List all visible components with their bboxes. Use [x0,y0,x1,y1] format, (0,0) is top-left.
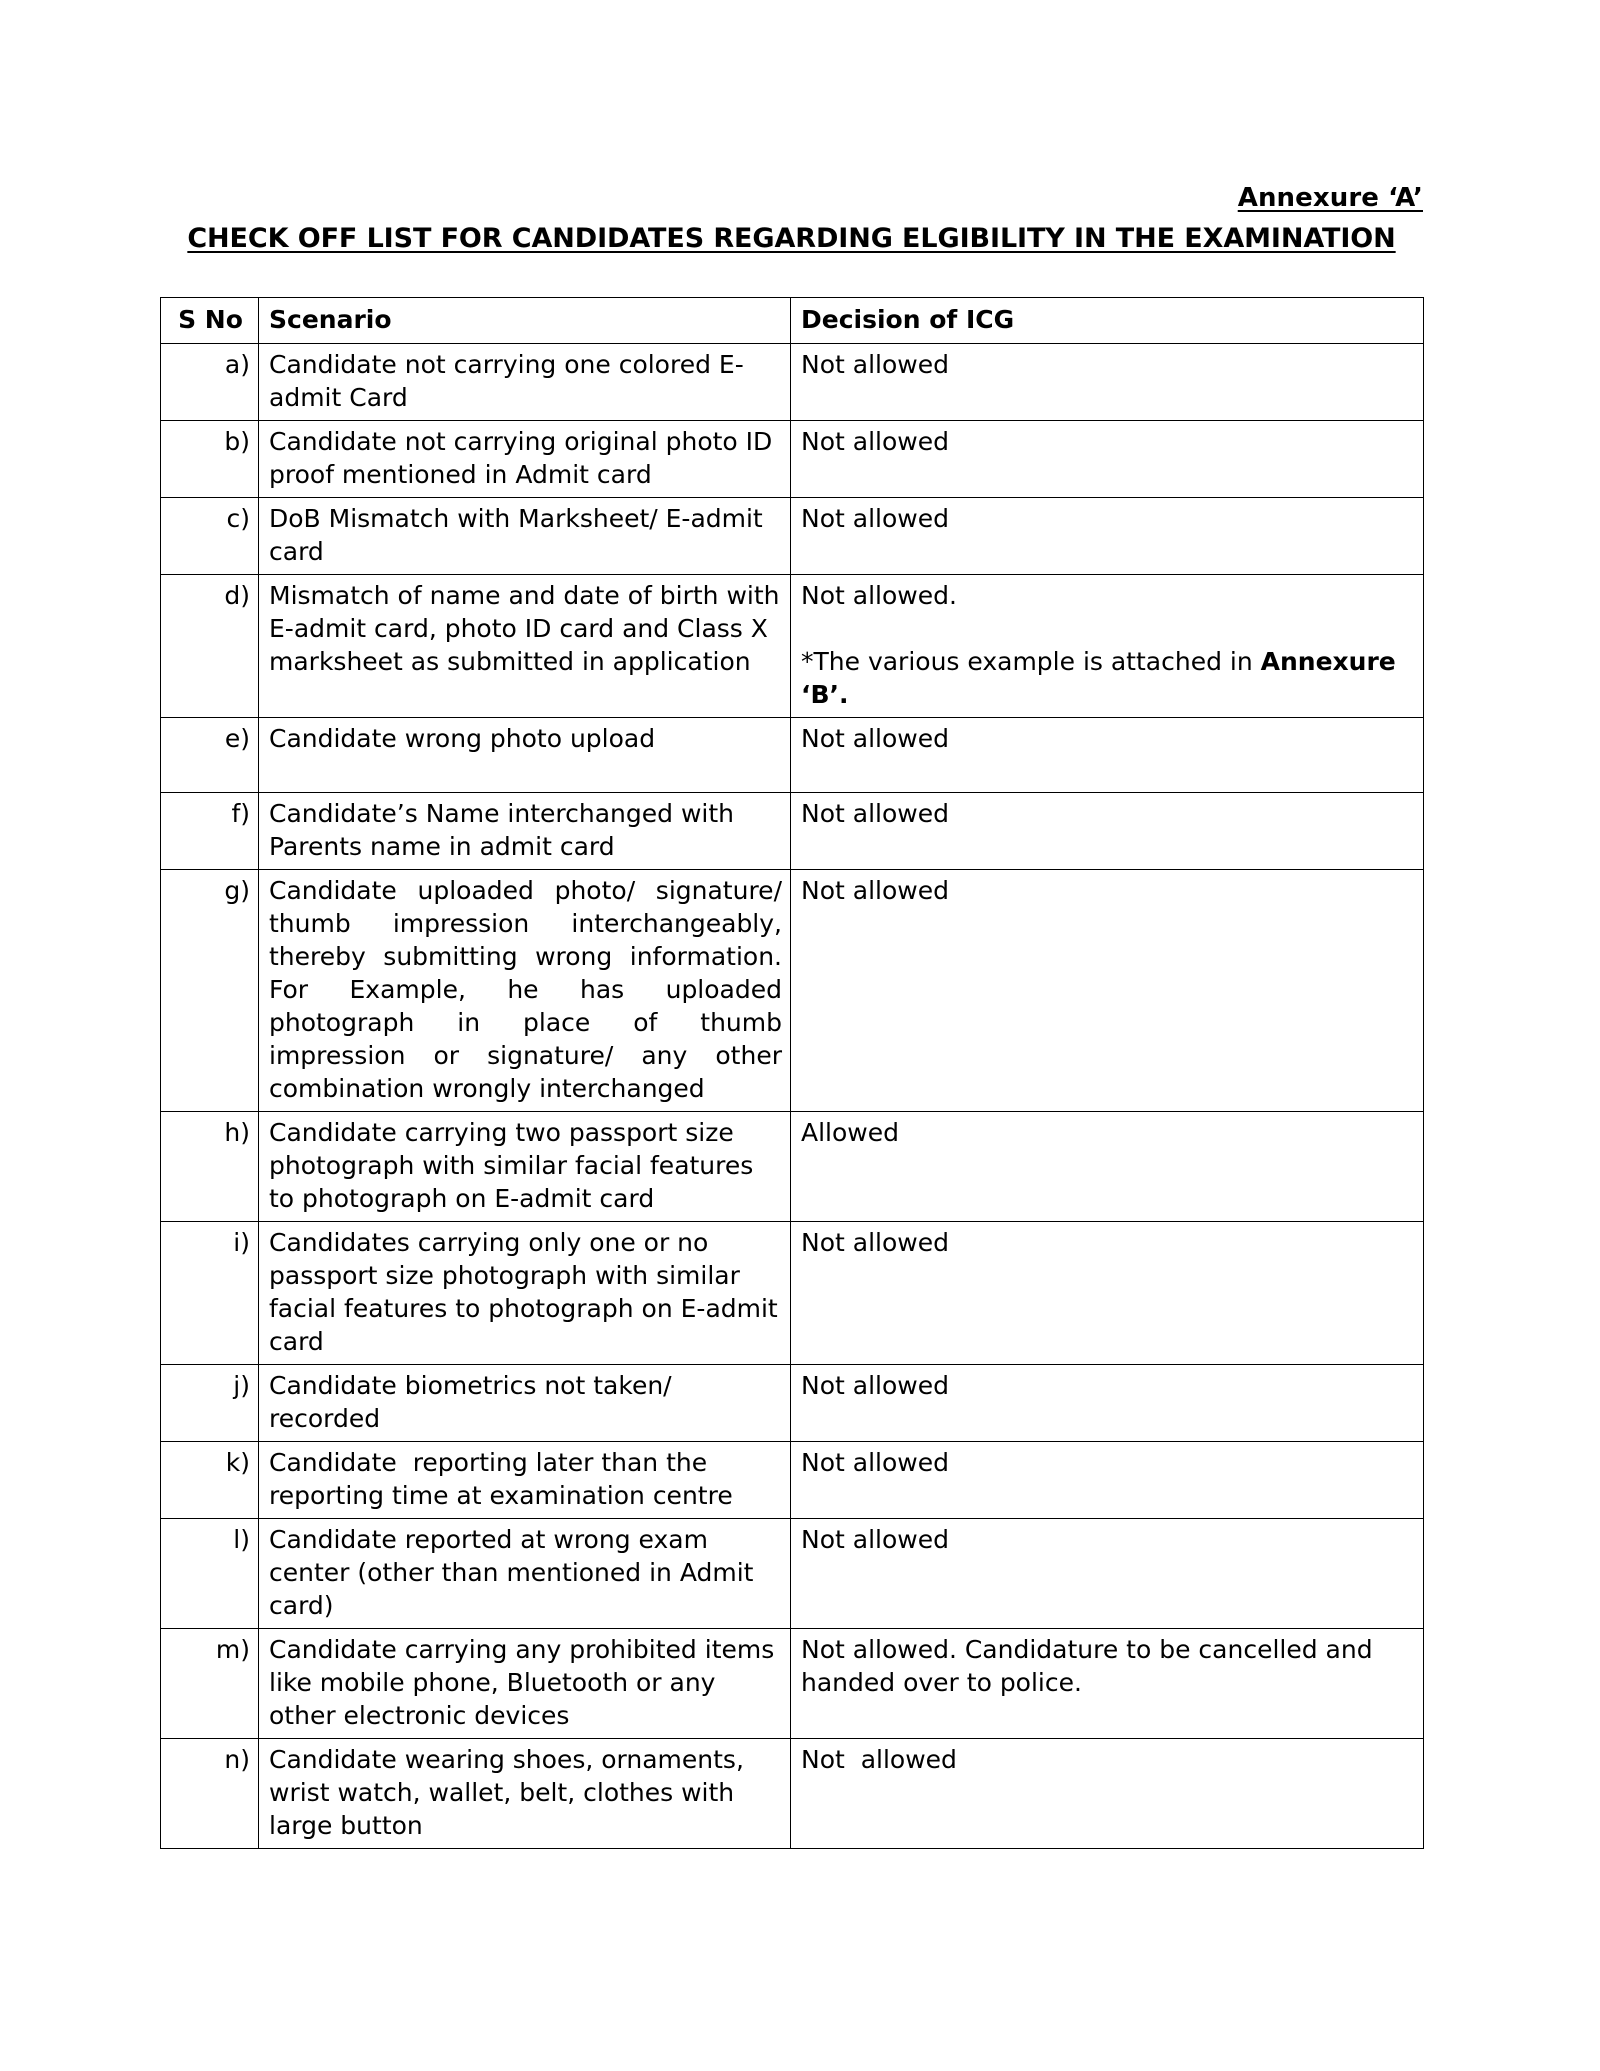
row-scenario: Candidate carrying two passport size photograph with similar facial features to photograph on E-admit card [259,1112,791,1222]
decision-spacer [801,612,1415,645]
row-scenario: Candidate reported at wrong exam center (other than mentioned in Admit card) [259,1519,791,1629]
table-header [161,298,1424,344]
row-sno: i) [161,1222,259,1365]
row-sno: h) [161,1112,259,1222]
row-sno: m) [161,1629,259,1739]
table-row [161,421,1424,498]
row-scenario: DoB Mismatch with Marksheet/ E-admit card [259,498,791,575]
document-body [160,0,1423,1849]
row-sno: f) [161,793,259,870]
annexure-label-text: Annexure ‘A’ [1237,183,1423,213]
decision-note-plain: *The various example is attached in [801,647,1261,676]
row-decision: Not allowed [791,1222,1424,1365]
row-scenario-text: Candidate wrong photo upload [269,724,656,753]
row-decision: Allowed [791,1112,1424,1222]
decision-primary: Not allowed. [801,581,957,610]
row-scenario: Candidate not carrying one colored E-admit Card [259,344,791,421]
row-scenario: Candidate carrying any prohibited items like mobile phone, Bluetooth or any other electronic devices [259,1629,791,1739]
table-row [161,1365,1424,1442]
table-row [161,344,1424,421]
row-scenario-spacer [269,755,782,786]
row-sno: c) [161,498,259,575]
row-scenario: Candidate not carrying original photo ID proof mentioned in Admit card [259,421,791,498]
row-decision: Not allowed [791,344,1424,421]
table-row [161,1629,1424,1739]
row-scenario: Candidates carrying only one or no passport size photograph with similar facial features to photograph on E-admit card [259,1222,791,1365]
annexure-label [160,0,1423,211]
row-sno: d) [161,575,259,718]
row-sno: g) [161,870,259,1112]
row-sno: l) [161,1519,259,1629]
column-header-scenario: Scenario [259,298,791,344]
table-row [161,498,1424,575]
row-sno: k) [161,1442,259,1519]
page-title-text: CHECK OFF LIST FOR CANDIDATES REGARDING ELGIBILITY IN THE EXAMINATION [187,223,1396,254]
row-decision: Not allowed [791,870,1424,1112]
eligibility-checklist-table [160,297,1424,1849]
column-header-sno: S No [161,298,259,344]
row-sno: b) [161,421,259,498]
decision-note-bold: Annexure ‘B’. [801,647,1405,709]
row-scenario: Mismatch of name and date of birth with E-admit card, photo ID card and Class X marksheet as submitted in application [259,575,791,718]
row-decision: Not allowed [791,1442,1424,1519]
row-sno: a) [161,344,259,421]
table-row [161,1442,1424,1519]
row-decision [791,575,1424,718]
row-scenario: Candidate’s Name interchanged with Parents name in admit card [259,793,791,870]
row-decision: Not allowed [791,1739,1424,1849]
row-scenario: Candidate wearing shoes, ornaments, wrist watch, wallet, belt, clothes with large button [259,1739,791,1849]
row-decision: Not allowed [791,718,1424,793]
table-body [161,344,1424,1849]
table-row [161,1112,1424,1222]
row-decision: Not allowed [791,421,1424,498]
row-decision: Not allowed [791,498,1424,575]
row-decision: Not allowed [791,1365,1424,1442]
row-scenario: Candidate uploaded photo/ signature/ thumb impression interchangeably, thereby submitting wrong information. For Example, he has uploaded photograph in place of thumb impression or signature/ any other combination wrongly interchanged [259,870,791,1112]
row-decision: Not allowed [791,793,1424,870]
row-scenario [259,718,791,793]
table-row [161,1519,1424,1629]
table-row [161,575,1424,718]
table-row [161,1222,1424,1365]
row-sno: j) [161,1365,259,1442]
table-row [161,1739,1424,1849]
table-row [161,718,1424,793]
row-scenario: Candidate reporting later than the reporting time at examination centre [259,1442,791,1519]
table-header-row [161,298,1424,344]
row-decision: Not allowed [791,1519,1424,1629]
row-scenario: Candidate biometrics not taken/ recorded [259,1365,791,1442]
table-row [161,793,1424,870]
row-sno: e) [161,718,259,793]
column-header-decision: Decision of ICG [791,298,1424,344]
row-decision: Not allowed. Candidature to be cancelled and handed over to police. [791,1629,1424,1739]
table-row [161,870,1424,1112]
row-sno: n) [161,1739,259,1849]
page-title [160,225,1423,252]
